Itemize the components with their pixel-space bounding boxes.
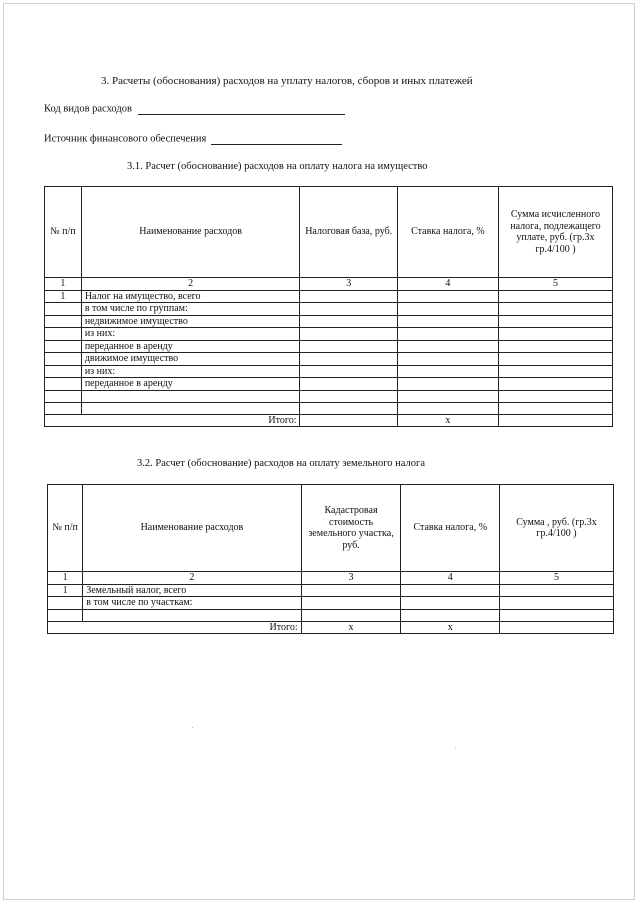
- tax-rate-cell[interactable]: [397, 328, 498, 341]
- row-num: [45, 315, 82, 328]
- tax-rate-cell[interactable]: [397, 290, 498, 303]
- total-base-cell[interactable]: [300, 414, 397, 427]
- total-label: Итого:: [45, 414, 300, 427]
- funding-source-field[interactable]: [211, 134, 342, 145]
- section-title: 3. Расчеты (обоснования) расходов на уплату налогов, сборов и иных платежей: [101, 75, 473, 87]
- row-name: [83, 609, 301, 621]
- tax-base-cell[interactable]: [300, 328, 397, 341]
- tax-sum-cell[interactable]: [500, 584, 614, 597]
- tax-base-cell[interactable]: [300, 390, 397, 402]
- table-header-row: [48, 485, 614, 572]
- table-row: [45, 353, 613, 366]
- expense-code-row: [44, 104, 345, 115]
- total-rate-cell: х: [397, 414, 498, 427]
- row-name: в том числе по участкам:: [83, 597, 301, 610]
- tax-sum-cell[interactable]: [498, 390, 612, 402]
- tax-base-cell[interactable]: [300, 353, 397, 366]
- total-sum-cell[interactable]: [498, 414, 612, 427]
- total-row: [48, 621, 614, 634]
- row-num: [45, 402, 82, 414]
- tax-rate-cell[interactable]: [401, 597, 500, 610]
- col-num-header: № п/п: [48, 485, 83, 572]
- row-name: недвижимое имущество: [81, 315, 300, 328]
- total-rate-cell: х: [401, 621, 500, 634]
- row-name: переданное в аренду: [81, 378, 300, 391]
- col-number: 4: [397, 278, 498, 291]
- row-num: [45, 328, 82, 341]
- tax-sum-cell[interactable]: [500, 597, 614, 610]
- col-base-header: Налоговая база, руб.: [300, 187, 397, 278]
- col-number: 1: [45, 278, 82, 291]
- tax-sum-cell[interactable]: [498, 328, 612, 341]
- tax-sum-cell[interactable]: [498, 402, 612, 414]
- row-name: [81, 402, 300, 414]
- funding-source-label: Источник финансового обеспечения: [44, 133, 207, 145]
- col-name-header: Наименование расходов: [83, 485, 301, 572]
- tax-sum-cell[interactable]: [498, 340, 612, 353]
- tax-base-cell[interactable]: [300, 340, 397, 353]
- row-num: [45, 390, 82, 402]
- table-header-row: [45, 187, 613, 278]
- property-tax-table: [44, 186, 613, 427]
- row-name: переданное в аренду: [81, 340, 300, 353]
- col-number: 5: [500, 572, 614, 585]
- table-row: [45, 328, 613, 341]
- table-row: [48, 584, 614, 597]
- col-num-header: № п/п: [45, 187, 82, 278]
- row-num: [45, 378, 82, 391]
- col-sum-header: Сумма исчисленного налога, подлежащего уплате, руб. (гр.3х гр.4/100 ): [498, 187, 612, 278]
- table-row: [45, 290, 613, 303]
- table-row: [48, 597, 614, 610]
- tax-sum-cell[interactable]: [500, 609, 614, 621]
- col-number: 1: [48, 572, 83, 585]
- table-row: [45, 315, 613, 328]
- col-number: 3: [301, 572, 401, 585]
- land-tax-table: [47, 484, 614, 634]
- tax-sum-cell[interactable]: [498, 365, 612, 378]
- row-num: [45, 353, 82, 366]
- tax-rate-cell[interactable]: [397, 390, 498, 402]
- tax-rate-cell[interactable]: [401, 584, 500, 597]
- scan-speck: [455, 748, 456, 749]
- table-row: [45, 378, 613, 391]
- row-name: [81, 390, 300, 402]
- tax-rate-cell[interactable]: [397, 402, 498, 414]
- tax-sum-cell[interactable]: [498, 353, 612, 366]
- col-cadastral-header: Кадастровая стоимость земельного участка, руб.: [301, 485, 401, 572]
- table-row: [45, 340, 613, 353]
- scan-speck: [192, 727, 193, 728]
- tax-base-cell[interactable]: [300, 402, 397, 414]
- tax-base-cell[interactable]: [300, 290, 397, 303]
- tax-rate-cell[interactable]: [397, 340, 498, 353]
- row-num: [45, 303, 82, 316]
- tax-rate-cell[interactable]: [397, 353, 498, 366]
- expense-code-label: Код видов расходов: [44, 103, 132, 115]
- column-number-row: [45, 278, 613, 291]
- column-number-row: [48, 572, 614, 585]
- col-name-header: Наименование расходов: [81, 187, 300, 278]
- row-name: Земельный налог, всего: [83, 584, 301, 597]
- row-num: 1: [45, 290, 82, 303]
- total-sum-cell[interactable]: [500, 621, 614, 634]
- row-name: из них:: [81, 365, 300, 378]
- col-number: 3: [300, 278, 397, 291]
- col-number: 5: [498, 278, 612, 291]
- tax-sum-cell[interactable]: [498, 315, 612, 328]
- cadastral-cell[interactable]: [301, 597, 401, 610]
- tax-rate-cell[interactable]: [397, 303, 498, 316]
- funding-source-row: [44, 134, 342, 145]
- row-num: [48, 597, 83, 610]
- tax-rate-cell[interactable]: [401, 609, 500, 621]
- tax-base-cell[interactable]: [300, 365, 397, 378]
- land-tax-title: 3.2. Расчет (обоснование) расходов на оплату земельного налога: [137, 458, 426, 469]
- col-number: 2: [81, 278, 300, 291]
- tax-sum-cell[interactable]: [498, 378, 612, 391]
- col-sum-header: Сумма , руб. (гр.3х гр.4/100 ): [500, 485, 614, 572]
- col-number: 2: [83, 572, 301, 585]
- row-num: [45, 340, 82, 353]
- row-name: Налог на имущество, всего: [81, 290, 300, 303]
- table-row: [45, 390, 613, 402]
- col-rate-header: Ставка налога, %: [397, 187, 498, 278]
- table-row: [45, 303, 613, 316]
- tax-base-cell[interactable]: [300, 315, 397, 328]
- cadastral-cell[interactable]: [301, 609, 401, 621]
- col-rate-header: Ставка налога, %: [401, 485, 500, 572]
- tax-sum-cell[interactable]: [498, 303, 612, 316]
- row-num: [45, 365, 82, 378]
- table-row: [45, 402, 613, 414]
- total-base-cell: х: [301, 621, 401, 634]
- total-label: Итого:: [48, 621, 302, 634]
- table-row: [48, 609, 614, 621]
- table-row: [45, 365, 613, 378]
- property-tax-title: 3.1. Расчет (обоснование) расходов на оплату налога на имущество: [127, 161, 428, 172]
- row-name: в том числе по группам:: [81, 303, 300, 316]
- total-row: [45, 414, 613, 427]
- col-number: 4: [401, 572, 500, 585]
- cadastral-cell[interactable]: [301, 584, 401, 597]
- row-num: 1: [48, 584, 83, 597]
- row-name: из них:: [81, 328, 300, 341]
- tax-rate-cell[interactable]: [397, 378, 498, 391]
- row-name: движимое имущество: [81, 353, 300, 366]
- tax-base-cell[interactable]: [300, 303, 397, 316]
- tax-rate-cell[interactable]: [397, 315, 498, 328]
- expense-code-field[interactable]: [138, 104, 345, 115]
- tax-sum-cell[interactable]: [498, 290, 612, 303]
- tax-rate-cell[interactable]: [397, 365, 498, 378]
- tax-base-cell[interactable]: [300, 378, 397, 391]
- row-num: [48, 609, 83, 621]
